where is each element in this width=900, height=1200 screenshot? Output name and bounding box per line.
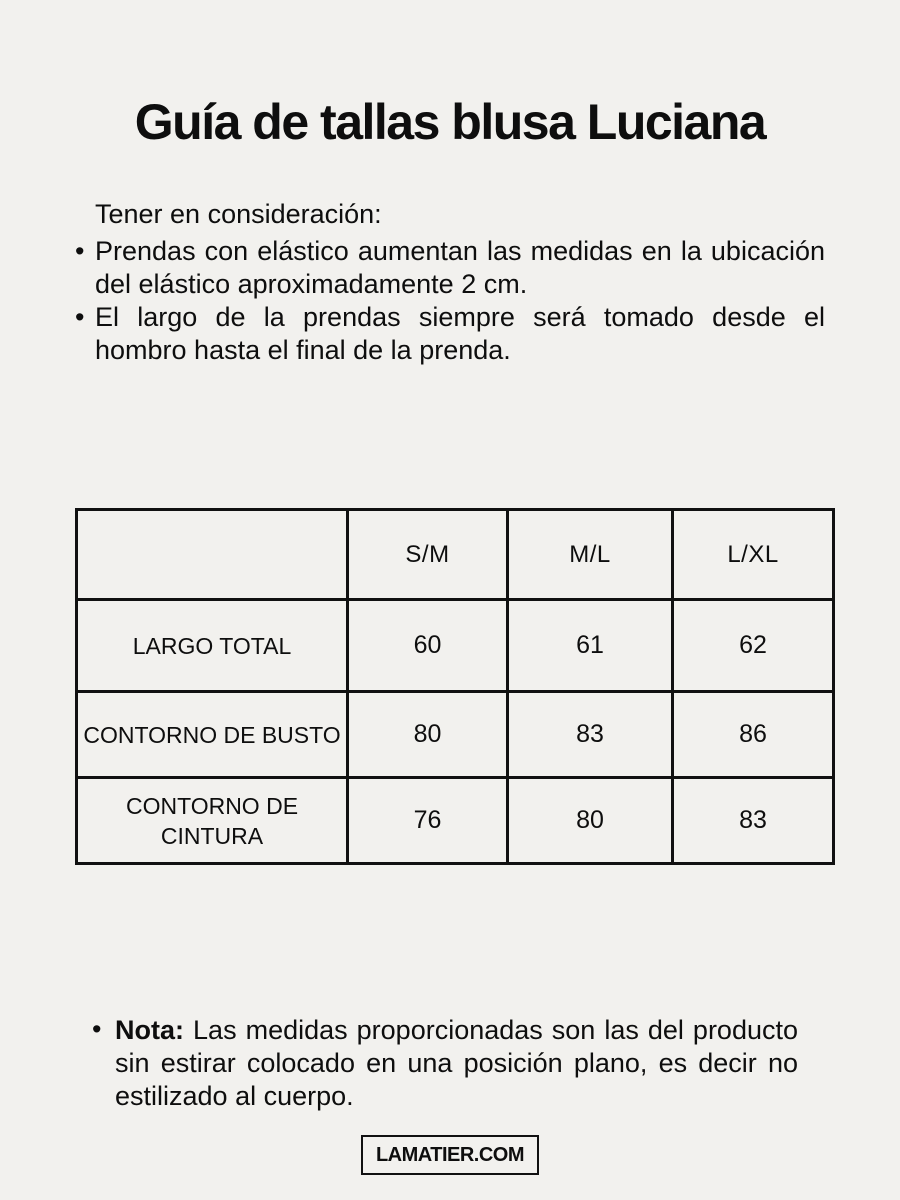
cell-value: 60 — [348, 600, 508, 692]
bullet-icon: • — [92, 1014, 102, 1044]
row-label: LARGO TOTAL — [77, 600, 348, 692]
note-body — [92, 1014, 798, 1113]
note-section — [92, 1014, 798, 1113]
considerations-list — [75, 235, 825, 367]
size-col-header-lxl: L/XL — [673, 510, 834, 600]
cell-value: 76 — [348, 778, 508, 864]
considerations-heading: Tener en consideración: — [95, 199, 382, 229]
note-label: Nota: — [115, 1015, 184, 1045]
cell-value: 83 — [673, 778, 834, 864]
table-row-contorno-cintura — [77, 778, 834, 864]
consideration-item — [75, 235, 825, 301]
table-row-largo-total — [77, 600, 834, 692]
size-table — [75, 508, 835, 865]
cell-value: 80 — [348, 692, 508, 778]
size-col-header-ml: M/L — [508, 510, 673, 600]
cell-value: 62 — [673, 600, 834, 692]
cell-value: 61 — [508, 600, 673, 692]
bullet-icon: • — [75, 236, 85, 266]
bullet-icon: • — [75, 302, 85, 332]
consideration-item-text: Prendas con elástico aumentan las medidas en la ubicación del elástico aproximadamente 2 cm. — [95, 236, 825, 299]
size-col-header-sm: S/M — [348, 510, 508, 600]
row-label: CONTORNO DE BUSTO — [77, 692, 348, 778]
page-title: Guía de tallas blusa Luciana — [134, 93, 766, 150]
cell-value: 80 — [508, 778, 673, 864]
consideration-item-text: El largo de la prendas siempre será tomado desde el hombro hasta el final de la prenda. — [95, 302, 825, 365]
cell-value: 83 — [508, 692, 673, 778]
consideration-item — [75, 301, 825, 367]
note-text: Las medidas proporcionadas son las del producto sin estirar colocado en una posición plano, es decir no estilizado al cuerpo. — [115, 1015, 798, 1111]
table-row-contorno-busto — [77, 692, 834, 778]
cell-value: 86 — [673, 692, 834, 778]
row-label: CONTORNO DE CINTURA — [77, 778, 348, 864]
size-table-header-row — [77, 510, 834, 600]
size-table-corner-cell — [77, 510, 348, 600]
brand-box — [361, 1135, 539, 1175]
footer — [0, 1135, 900, 1175]
brand-label: LAMATIER.COM — [375, 1144, 525, 1166]
considerations-section — [75, 198, 825, 367]
